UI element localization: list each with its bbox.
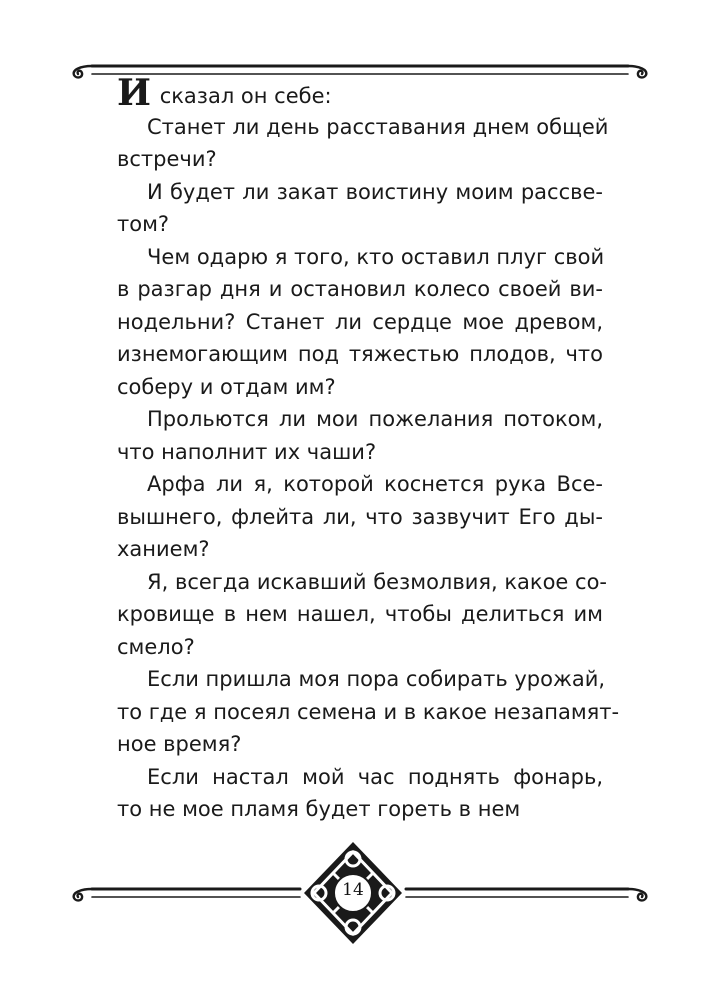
text-line: том? (117, 212, 170, 236)
text-line: Арфа ли я, которой коснется рука Все- (147, 472, 603, 496)
text-line: Чем одарю я того, кто оставил плуг свой (147, 244, 605, 269)
text-line: И будет ли закат воистину моим рассве- (147, 179, 603, 204)
text-line: Станет ли день расставания днем общей (147, 114, 609, 139)
text-line: соберу и отдам им? (117, 374, 336, 399)
text-line: Если пришла моя пора собирать урожай, (147, 667, 606, 691)
text-line: смело? (117, 634, 195, 659)
text-line: вышнего, флейта ли, что зазвучит Его ды- (117, 504, 603, 529)
text-line: ханием? (117, 537, 210, 561)
text-line: И сказал он себе: (117, 72, 332, 114)
text-line: Если настал мой час поднять фонарь, (147, 764, 603, 789)
text-line: изнемогающим под тяжестью плодов, что (117, 342, 603, 366)
text-line: то не мое пламя будет гореть в нем (117, 797, 521, 821)
text-line: то где я посеял семена и в какое незапамят- (117, 699, 620, 724)
text-line: что наполнит их чаши? (117, 439, 377, 464)
text-line: нодельни? Станет ли сердце мое древом, (117, 309, 603, 334)
page-number: 14 (342, 880, 364, 900)
text-line: ное время? (117, 732, 242, 756)
text-line: кровище в нем нашел, чтобы делиться им (117, 602, 603, 626)
poem-text (117, 72, 620, 826)
drop-cap: И (117, 72, 152, 114)
text-line: встречи? (117, 147, 217, 171)
text-line: Прольются ли мои пожелания потоком, (147, 407, 603, 431)
text-line: Я, всегда искавший безмолвия, какое со- (147, 569, 608, 594)
text-line: в разгар дня и остановил колесо своей ви- (117, 277, 603, 301)
